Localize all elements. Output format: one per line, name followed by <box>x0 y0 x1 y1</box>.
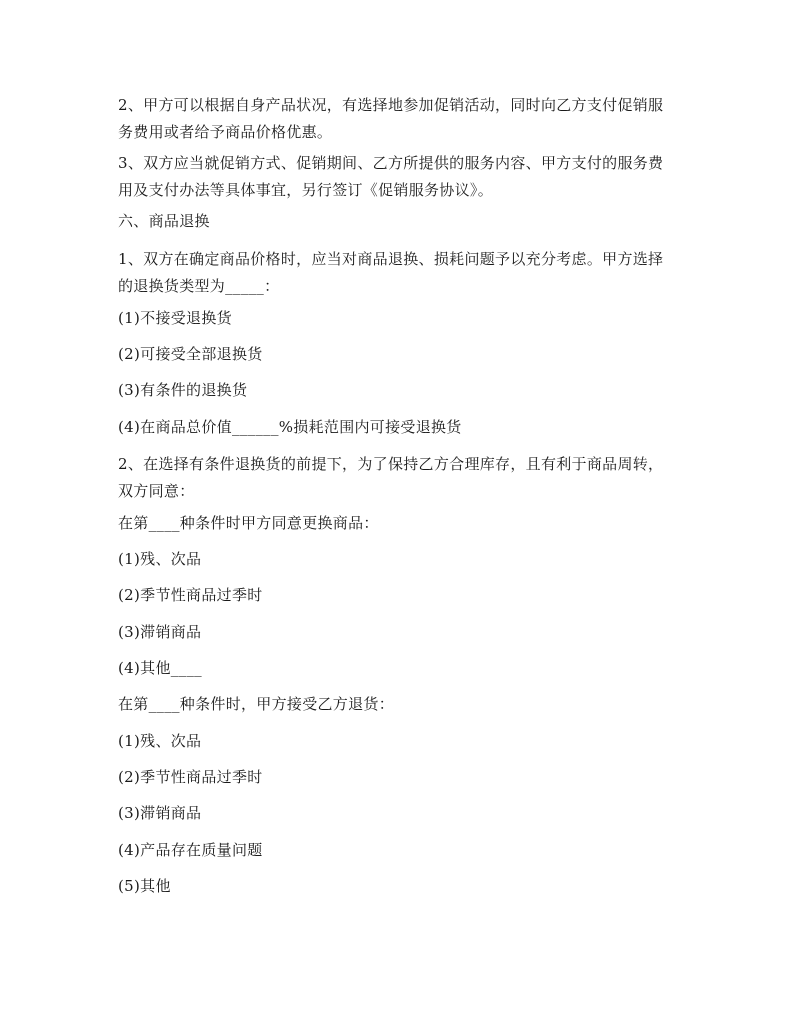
paragraph-promotion-clause-3 <box>118 150 678 204</box>
text-line: 双方同意： <box>118 482 195 500</box>
text-line: 3、双方应当就促销方式、促销期间、乙方所提供的服务内容、甲方支付的服务费 <box>118 154 664 172</box>
text-line: 2、甲方可以根据自身产品状况，有选择地参加促销活动，同时向乙方支付促销服 <box>118 96 664 114</box>
list-item-refund-5 <box>118 873 678 900</box>
paragraph-exchange-conditions <box>118 510 678 537</box>
text-line: 2、在选择有条件退换货的前提下，为了保持乙方合理库存，且有利于商品周转， <box>118 455 664 473</box>
paragraph-refund-conditions <box>118 691 678 718</box>
text-line: (4)其他____ <box>118 659 202 677</box>
list-item-refund-4 <box>118 837 678 864</box>
text-line: (2)可接受全部退换货 <box>118 345 263 363</box>
list-item-refund-2 <box>118 764 678 791</box>
text-line: (4)产品存在质量问题 <box>118 841 263 859</box>
list-item-return-type-3 <box>118 377 678 404</box>
section-heading-returns <box>118 208 678 235</box>
text-line: (2)季节性商品过季时 <box>118 586 263 604</box>
text-line: 务费用或者给予商品价格优惠。 <box>118 123 333 141</box>
paragraph-returns-clause-1 <box>118 246 678 300</box>
list-item-return-type-2 <box>118 341 678 368</box>
text-line: (2)季节性商品过季时 <box>118 768 263 786</box>
list-item-exchange-1 <box>118 546 678 573</box>
list-item-refund-1 <box>118 728 678 755</box>
text-line: (1)残、次品 <box>118 732 202 750</box>
text-line: 在第____种条件时，甲方接受乙方退货： <box>118 695 395 713</box>
text-line: (1)残、次品 <box>118 550 202 568</box>
text-line: (3)有条件的退换货 <box>118 381 248 399</box>
text-line: (5)其他 <box>118 877 171 895</box>
text-line: (3)滞销商品 <box>118 804 202 822</box>
paragraph-returns-clause-2 <box>118 451 678 505</box>
text-line: 用及支付办法等具体事宜，另行签订《促销服务协议》。 <box>118 181 494 199</box>
text-line: 六、商品退换 <box>118 212 210 230</box>
text-line: (4)在商品总价值______%损耗范围内可接受退换货 <box>118 418 462 436</box>
list-item-exchange-4 <box>118 655 678 682</box>
list-item-exchange-3 <box>118 619 678 646</box>
text-line: (1)不接受退换货 <box>118 309 232 327</box>
list-item-exchange-2 <box>118 582 678 609</box>
list-item-return-type-1 <box>118 305 678 332</box>
paragraph-promotion-clause-2 <box>118 92 678 146</box>
list-item-return-type-4 <box>118 414 678 441</box>
text-line: 1、双方在确定商品价格时，应当对商品退换、损耗问题予以充分考虑。甲方选择 <box>118 250 664 268</box>
text-line: 的退换货类型为_____： <box>118 277 280 295</box>
list-item-refund-3 <box>118 800 678 827</box>
text-line: (3)滞销商品 <box>118 623 202 641</box>
text-line: 在第____种条件时甲方同意更换商品： <box>118 514 379 532</box>
